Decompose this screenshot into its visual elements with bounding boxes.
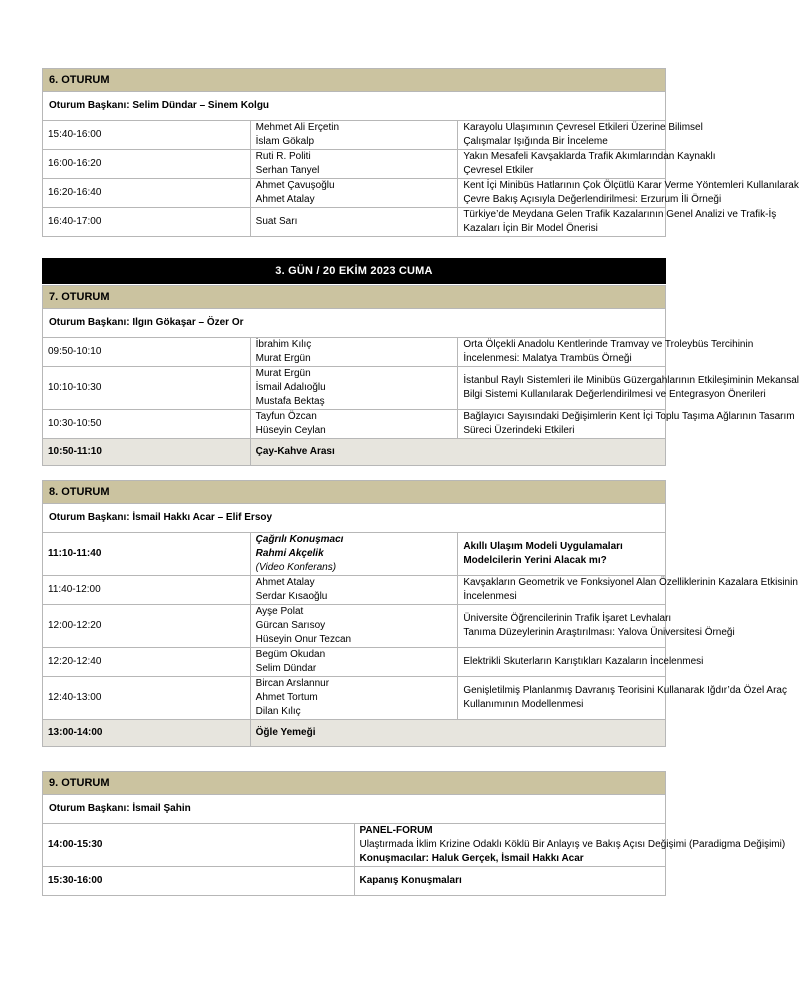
table-row [43, 150, 666, 179]
presenters: Ruti R. Politi Serhan Tanyel [250, 150, 458, 179]
paper-title: Genişletilmiş Planlanmış Davranış Teorisini Kullanarak Iğdır’da Özel Araç Kullanımının Modellenmesi [458, 677, 666, 720]
presenters: Suat Sarı [250, 208, 458, 237]
session-8 [42, 480, 798, 747]
paper-title: Yakın Mesafeli Kavşaklarda Trafik Akımlarından Kaynaklı Çevresel Etkiler [458, 150, 666, 179]
presenters: Ahmet Çavuşoğlu Ahmet Atalay [250, 179, 458, 208]
time-slot: 12:40-13:00 [43, 677, 251, 720]
presenters: Mehmet Ali Erçetin İslam Gökalp [250, 121, 458, 150]
session-9 [42, 771, 786, 896]
paper-title: Kent İçi Minibüs Hatlarının Çok Ölçütlü Karar Verme Yöntemleri Kullanılarak Çevre Bakış Açısıyla Değerlendirilmesi: Erzurum İli Örneği [458, 179, 666, 208]
presenters: Ayşe Polat Gürcan Sarısoy Hüseyin Onur Tezcan [250, 605, 458, 648]
paper-title: Karayolu Ulaşımının Çevresel Etkileri Üzerine Bilimsel Çalışmalar Işığında Bir İnceleme [458, 121, 666, 150]
closing-row [43, 867, 666, 896]
paper-title: Orta Ölçekli Anadolu Kentlerinde Tramvay ve Troleybüs Tercihinin İncelenmesi: Malatya Trambüs Örneği [458, 338, 666, 367]
table-row [43, 677, 666, 720]
panel-row [43, 824, 666, 867]
paper-title: İstanbul Raylı Sistemleri ile Minibüs Güzergahlarının Etkileşiminin Mekansal Bilgi Sistemi Kullanılarak Değerlendirilmesi ve Entegrasyon Önerileri [458, 367, 666, 410]
table-row [43, 121, 666, 150]
break-row [43, 720, 666, 747]
session-title: 8. OTURUM [43, 481, 666, 504]
time-slot: 15:40-16:00 [43, 121, 251, 150]
paper-title: Türkiye’de Meydana Gelen Trafik Kazalarının Genel Analizi ve Trafik-İş Kazaları İçin Bir Model Önerisi [458, 208, 666, 237]
session-title: 7. OTURUM [43, 286, 666, 309]
paper-title: Kavşakların Geometrik ve Fonksiyonel Alan Özelliklerinin Kazalara Etkisinin İncelenmesi [458, 576, 666, 605]
session-title: 6. OTURUM [43, 69, 666, 92]
break-time: 13:00-14:00 [43, 720, 251, 747]
time-slot: 10:30-10:50 [43, 410, 251, 439]
table-row [43, 648, 666, 677]
time-slot: 11:40-12:00 [43, 576, 251, 605]
time-slot: 16:00-16:20 [43, 150, 251, 179]
table-row [43, 338, 666, 367]
break-time: 10:50-11:10 [43, 439, 251, 466]
presenters: Tayfun Özcan Hüseyin Ceylan [250, 410, 458, 439]
table-row [43, 179, 666, 208]
break-row [43, 439, 666, 466]
paper-title: Elektrikli Skuterların Karıştıkları Kazaların İncelenmesi [458, 648, 666, 677]
time-slot: 09:50-10:10 [43, 338, 251, 367]
session-title: 9. OTURUM [43, 772, 666, 795]
session-7 [42, 285, 799, 466]
time-slot: 15:30-16:00 [43, 867, 355, 896]
panel-details: PANEL-FORUM Ulaştırmada İklim Krizine Odaklı Köklü Bir Anlayış ve Bakış Açısı Değişimi (Paradigma Değişimi) Konuşmacılar: Haluk Gerçek, İsmail Hakkı Acar [354, 824, 666, 867]
time-slot: 16:20-16:40 [43, 179, 251, 208]
keynote-row [43, 533, 666, 576]
presenters: Begüm Okudan Selim Dündar [250, 648, 458, 677]
keynote-title: Akıllı Ulaşım Modeli Uygulamaları Modelcilerin Yerini Alacak mı? [458, 533, 666, 576]
session-chair: Oturum Başkanı: Ilgın Gökaşar – Özer Or [43, 309, 666, 338]
session-chair: Oturum Başkanı: İsmail Şahin [43, 795, 666, 824]
day-heading: 3. GÜN / 20 EKİM 2023 CUMA [42, 258, 666, 284]
table-row [43, 576, 666, 605]
break-label: Öğle Yemeği [250, 720, 665, 747]
time-slot: 16:40-17:00 [43, 208, 251, 237]
table-row [43, 410, 666, 439]
table-row [43, 367, 666, 410]
presenters: Ahmet Atalay Serdar Kısaoğlu [250, 576, 458, 605]
time-slot: 10:10-10:30 [43, 367, 251, 410]
time-slot: 11:10-11:40 [43, 533, 251, 576]
time-slot: 14:00-15:30 [43, 824, 355, 867]
table-row [43, 605, 666, 648]
time-slot: 12:00-12:20 [43, 605, 251, 648]
paper-title: Üniversite Öğrencilerinin Trafik İşaret Levhaları Tanıma Düzeylerinin Araştırılması: Yalova Üniversitesi Örneği [458, 605, 666, 648]
presenters: Bircan Arslannur Ahmet Tortum Dilan Kılıç [250, 677, 458, 720]
closing-label: Kapanış Konuşmaları [354, 867, 666, 896]
presenters: İbrahim Kılıç Murat Ergün [250, 338, 458, 367]
paper-title: Bağlayıcı Sayısındaki Değişimlerin Kent İçi Toplu Taşıma Ağlarının Tasarım Süreci Üzerindeki Etkileri [458, 410, 666, 439]
keynote-speaker: Çağrılı Konuşmacı Rahmi Akçelik (Video Konferans) [250, 533, 458, 576]
session-chair: Oturum Başkanı: Selim Dündar – Sinem Kolgu [43, 92, 666, 121]
presenters: Murat Ergün İsmail Adalıoğlu Mustafa Bektaş [250, 367, 458, 410]
time-slot: 12:20-12:40 [43, 648, 251, 677]
break-label: Çay-Kahve Arası [250, 439, 665, 466]
session-6 [42, 68, 799, 237]
table-row [43, 208, 666, 237]
session-chair: Oturum Başkanı: İsmail Hakkı Acar – Elif Ersoy [43, 504, 666, 533]
